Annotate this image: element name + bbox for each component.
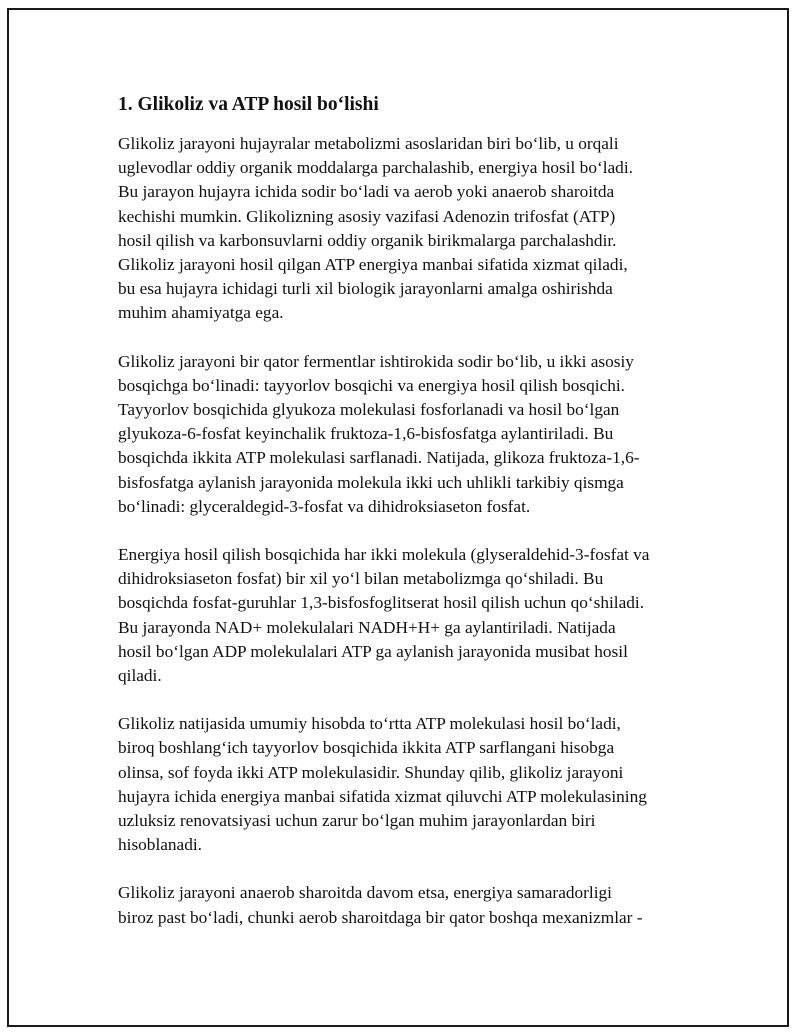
text-line: olinsa, sof foyda ikki ATP molekulasidir. Shunday qilib, glikoliz jarayoni: [118, 762, 624, 782]
text-line: Bu jarayonda NAD+ molekulalari NADH+H+ ga aylantiriladi. Natijada: [118, 617, 616, 637]
text-line: glyukoza-6-fosfat keyinchalik fruktoza-1,6-bisfosfatga aylantiriladi. Bu: [118, 424, 614, 444]
paragraph-5: [118, 881, 698, 929]
text-line: qiladi.: [118, 666, 162, 686]
paragraph-3: [118, 543, 698, 688]
text-line: Glikoliz jarayoni anaerob sharoitda davom etsa, energiya samaradorligi: [118, 883, 612, 903]
text-line: Glikoliz jarayoni bir qator fermentlar ishtirokida sodir bo‘lib, u ikki asosiy: [118, 351, 634, 371]
document-body: [118, 92, 698, 954]
paragraph-1: [118, 132, 698, 326]
text-line: biroz past bo‘ladi, chunki aerob sharoitdaga bir qator boshqa mexanizmlar -: [118, 907, 643, 927]
text-line: Glikoliz jarayoni hosil qilgan ATP energiya manbai sifatida xizmat qiladi,: [118, 255, 628, 275]
text-line: hisoblanadi.: [118, 835, 202, 855]
section-heading: 1. Glikoliz va ATP hosil boʻlishi: [118, 94, 379, 115]
text-line: Tayyorlov bosqichida glyukoza molekulasi fosforlanadi va hosil bo‘lgan: [118, 400, 620, 420]
text-line: hosil bo‘lgan ADP molekulalari ATP ga aylanish jarayonida musibat hosil: [118, 641, 628, 661]
text-line: bisfosfatga aylanish jarayonida molekula ikki uch uhlikli tarkibiy qismga: [118, 472, 624, 492]
text-line: Glikoliz natijasida umumiy hisobda to‘rtta ATP molekulasi hosil bo‘ladi,: [118, 714, 621, 734]
text-line: muhim ahamiyatga ega.: [118, 303, 284, 323]
text-line: kechishi mumkin. Glikolizning asosiy vazifasi Adenozin trifosfat (ATP): [118, 206, 616, 226]
text-line: Energiya hosil qilish bosqichida har ikki molekula (glyseraldehid-3-fosfat va: [118, 545, 650, 565]
text-line: hosil qilish va karbonsuvlarni oddiy organik birikmalarga parchalashdir.: [118, 230, 617, 250]
text-line: uzluksiz renovatsiyasi uchun zarur bo‘lgan muhim jarayonlardan biri: [118, 811, 596, 831]
text-line: bu esa hujayra ichidagi turli xil biologik jarayonlarni amalga oshirishda: [118, 279, 613, 299]
text-line: hujayra ichida energiya manbai sifatida xizmat qiluvchi ATP molekulasining: [118, 786, 647, 806]
text-line: bosqichda fosfat-guruhlar 1,3-bisfosfoglitserat hosil qilish uchun qo‘shiladi.: [118, 593, 645, 613]
text-line: biroq boshlang‘ich tayyorlov bosqichida ikkita ATP sarflangani hisobga: [118, 738, 615, 758]
text-line: bosqichga bo‘linadi: tayyorlov bosqichi va energiya hosil qilish bosqichi.: [118, 375, 626, 395]
paragraph-4: [118, 712, 698, 857]
paragraph-2: [118, 350, 698, 519]
text-line: uglevodlar oddiy organik moddalarga parchalashib, energiya hosil bo‘ladi.: [118, 158, 633, 178]
text-line: dihidroksiaseton fosfat) bir xil yo‘l bilan metabolizmga qo‘shiladi. Bu: [118, 569, 604, 589]
text-line: Glikoliz jarayoni hujayralar metabolizmi asoslaridan biri bo‘lib, u orqali: [118, 134, 619, 153]
text-line: bosqichda ikkita ATP molekulasi sarflanadi. Natijada, glikoza fruktoza-1,6-: [118, 448, 640, 468]
text-line: Bu jarayon hujayra ichida sodir bo‘ladi va aerob yoki anaerob sharoitda: [118, 182, 615, 202]
text-line: bo‘linadi: glyceraldegid-3-fosfat va dihidroksiaseton fosfat.: [118, 496, 531, 516]
